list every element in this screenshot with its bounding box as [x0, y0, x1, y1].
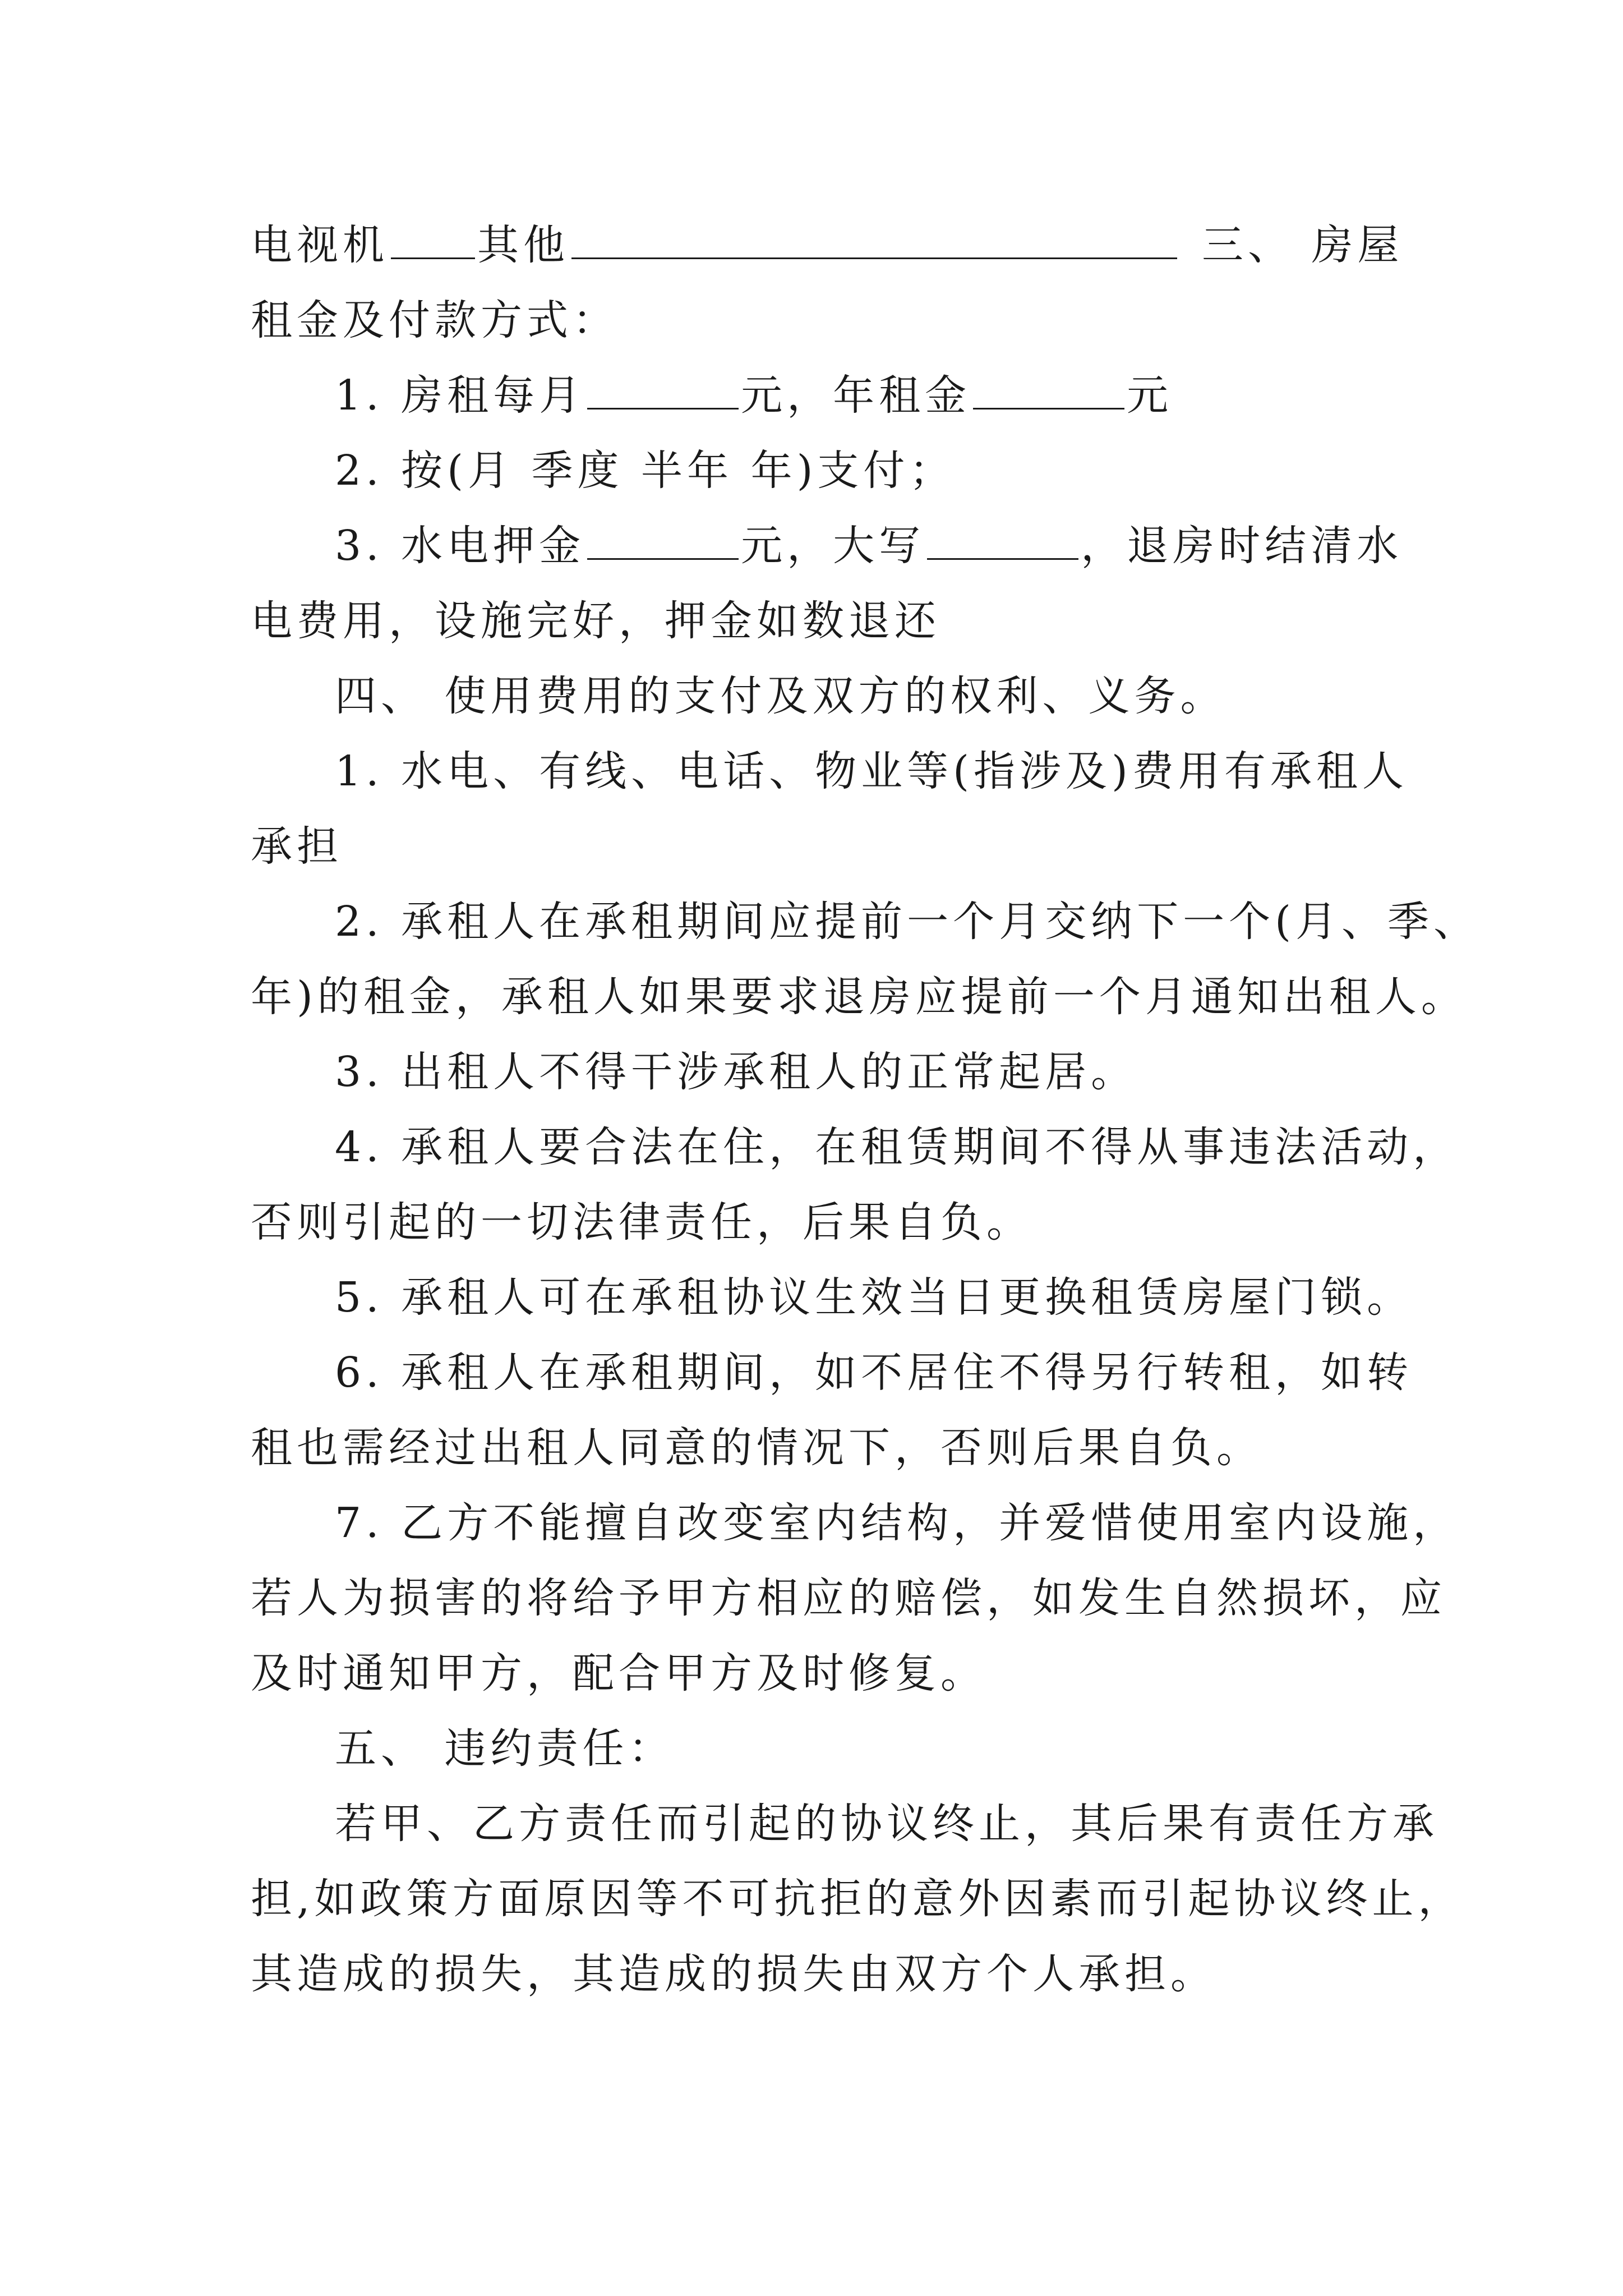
document-page [251, 208, 1479, 2012]
paragraph-line: 若甲、乙方责任而引起的协议终止，其后果有责任方承 [335, 1800, 1438, 1848]
paragraph-line: 电费用，设施完好，押金如数退还 [251, 597, 940, 645]
paragraph-line: 5. 承租人可在承租协议生效当日更换租赁房屋门锁。 [335, 1273, 1413, 1322]
text-other: 其他 [477, 221, 569, 269]
paragraph-line: 承担 [251, 822, 343, 871]
fill-blank-other[interactable] [571, 220, 1177, 259]
paragraph-line: 1. 水电、有线、电话、物业等(指涉及)费用有承租人 [335, 747, 1408, 795]
paragraph-line: 3. 出租人不得干涉承租人的正常起居。 [335, 1048, 1137, 1096]
text-deposit: 3. 水电押金 [335, 522, 585, 570]
paragraph-line: 租金及付款方式： [251, 296, 619, 344]
paragraph-line: 租也需经过出租人同意的情况下，否则后果自负。 [251, 1424, 1262, 1472]
paragraph-line: 其造成的损失，其造成的损失由双方个人承担。 [251, 1950, 1216, 1998]
paragraph-line: 否则引起的一切法律责任，后果自负。 [251, 1198, 1032, 1246]
paragraph-line: 担,如政策方面原因等不可抗拒的意外因素而引起协议终止， [251, 1875, 1464, 1923]
line-deposit [251, 508, 1403, 583]
paragraph-line: 4. 承租人要合法在住，在租赁期间不得从事违法活动， [335, 1123, 1459, 1171]
paragraph-line: 若人为损害的将给予甲方相应的赔偿，如发生自然损坏，应 [251, 1574, 1446, 1622]
text-monthly-rent: 1. 房租每月 [335, 371, 585, 420]
paragraph-line: 年)的租金，承租人如果要求退房应提前一个月通知出租人。 [251, 973, 1467, 1021]
paragraph-line: 7. 乙方不能擅自改变室内结构，并爱惜使用室内设施， [335, 1499, 1459, 1547]
paragraph-line: 及时通知甲方，配合甲方及时修复。 [251, 1649, 986, 1697]
fill-blank-annual-rent[interactable] [973, 371, 1124, 409]
line-tv-other [251, 208, 1404, 283]
text-tv: 电视机 [251, 221, 389, 269]
section-four-heading: 四、 使用费用的支付及双方的权利、义务。 [335, 672, 1227, 720]
line-monthly-rent [251, 358, 1384, 433]
fill-blank-deposit[interactable] [587, 521, 739, 560]
fill-blank-monthly-rent[interactable] [587, 371, 739, 409]
fill-blank-tv[interactable] [391, 220, 475, 259]
text-annual-rent: 元，年租金 [741, 371, 971, 420]
paragraph-line: 2. 承租人在承租期间应提前一个月交纳下一个(月、季、 [335, 898, 1479, 946]
text-uppercase: 元，大写 [741, 522, 925, 570]
paragraph-line: 6. 承租人在承租期间，如不居住不得另行转租，如转 [335, 1349, 1413, 1397]
text-yuan: 元 [1127, 371, 1173, 420]
paragraph-line: 2. 按(月 季度 半年 年)支付； [335, 447, 956, 495]
text-settle: ，退房时结清水 [1081, 522, 1403, 570]
section-three-heading: 三、 房屋 [1202, 221, 1404, 269]
section-five-heading: 五、 违约责任： [335, 1724, 675, 1773]
fill-blank-deposit-uppercase[interactable] [927, 521, 1078, 560]
